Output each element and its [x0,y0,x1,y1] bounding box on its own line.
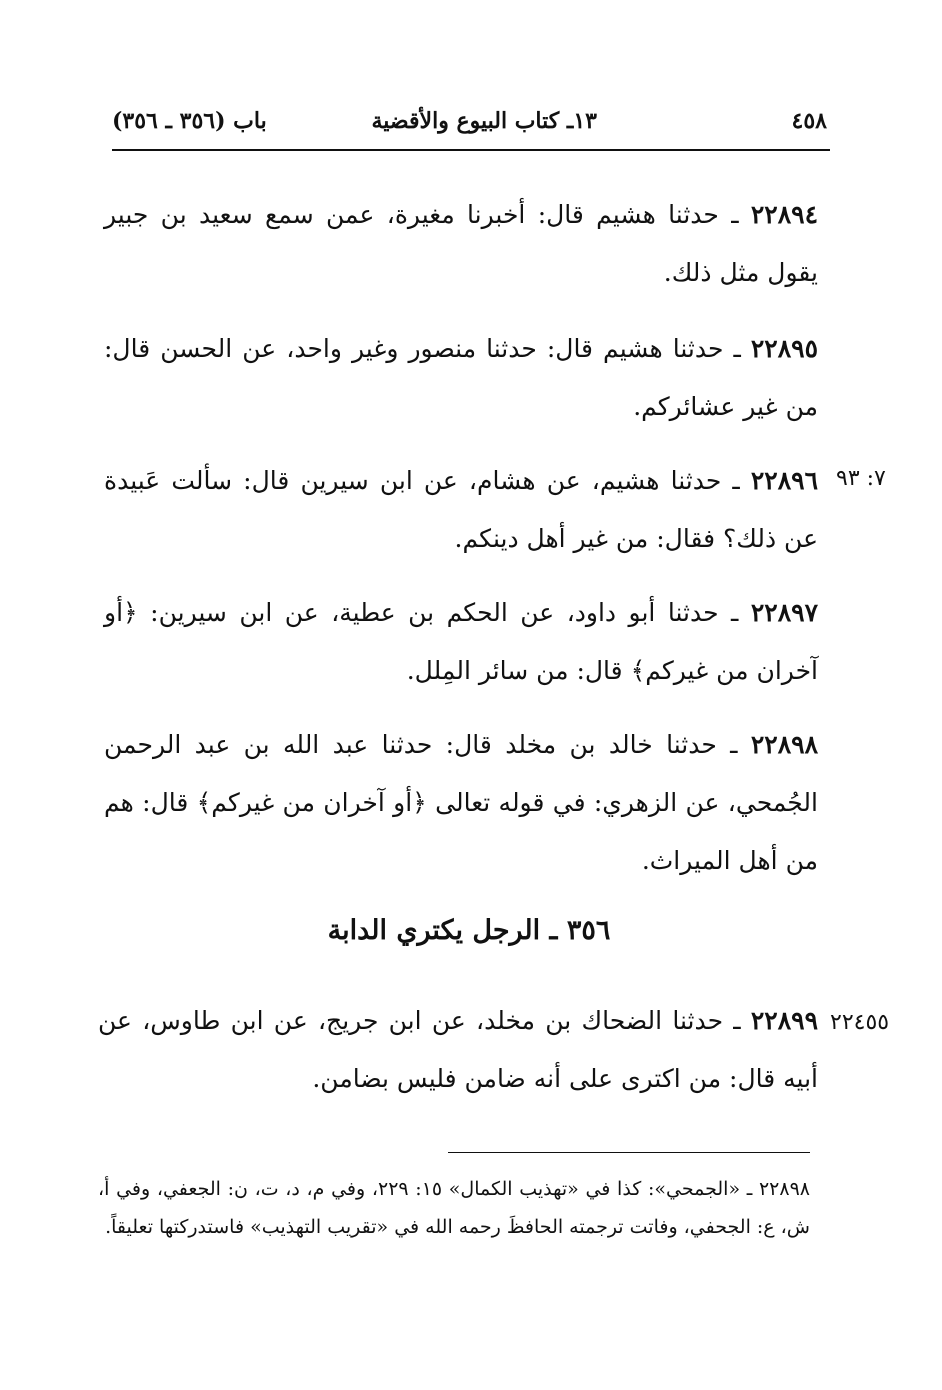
hadith-text: ـ حدثنا هشيم قال: أخبرنا مغيرة، عمن سمع سعيد بن جبير يقول مثل ذلك. [104,200,818,287]
hadith-entry-22897 [104,584,818,700]
hadith-text: ـ حدثنا خالد بن مخلد قال: حدثنا عبد الله بن عبد الرحمن الجُمحي، عن الزهري: في قوله تعالى ﴿أو آخران من غيركم﴾ قال: هم من أهل الميراث. [104,730,818,875]
hadith-entry-22899 [98,992,818,1108]
hadith-number: ٢٢٨٩٩ [750,1006,818,1035]
hadith-number: ٢٢٨٩٤ [750,200,818,229]
footnote [98,1170,810,1246]
footnote-text: ٢٢٨٩٨ ـ «الجمحي»: كذا في «تهذيب الكمال» ١٥: ٢٢٩، وفي م، د، ت، ن: الجعفي، وفي أ، ش، ع: الجحفي، وفاتت ترجمته الحافظَ رحمه الله في «تقريب التهذيب» فاستدركتها تعليقاً. [98,1178,810,1238]
hadith-text: ـ حدثنا أبو داود، عن الحكم بن عطية، عن ابن سيرين: ﴿أو آخران من غيركم﴾ قال: من سائر المِلل. [104,598,818,685]
hadith-text: ـ حدثنا الضحاك بن مخلد، عن ابن جريج، عن ابن طاوس، عن أبيه قال: من اكترى على أنه ضامن فليس بضامن. [98,1006,818,1093]
hadith-number: ٢٢٨٩٦ [750,466,818,495]
header-rule [112,149,830,151]
hadith-entry-22894 [104,186,818,302]
hadith-entry-22896 [104,452,818,568]
chapter-range: باب (٣٥٦ ـ ٣٥٦) [112,108,267,134]
section-heading: ٣٥٦ ـ الرجل يكتري الدابة [327,915,611,946]
hadith-number: ٢٢٨٩٥ [750,334,818,363]
margin-reference: ٧: ٩٣ [836,466,886,491]
page-number: ٤٥٨ [791,108,827,134]
footnote-rule [448,1152,810,1153]
hadith-entry-22895 [104,320,818,436]
hadith-number: ٢٢٨٩٨ [750,730,818,759]
hadith-entry-22898 [104,716,818,890]
margin-reference: ٢٢٤٥٥ [830,1010,890,1035]
running-header [112,108,827,148]
book-title: ١٣ـ كتاب البيوع والأقضية [371,108,597,134]
hadith-number: ٢٢٨٩٧ [750,598,818,627]
hadith-text: ـ حدثنا هشيم، عن هشام، عن ابن سيرين قال: سألت عَبيدة عن ذلك؟ فقال: من غير أهل دينكم. [104,466,818,553]
hadith-text: ـ حدثنا هشيم قال: حدثنا منصور وغير واحد، عن الحسن قال: من غير عشائركم. [104,334,818,421]
